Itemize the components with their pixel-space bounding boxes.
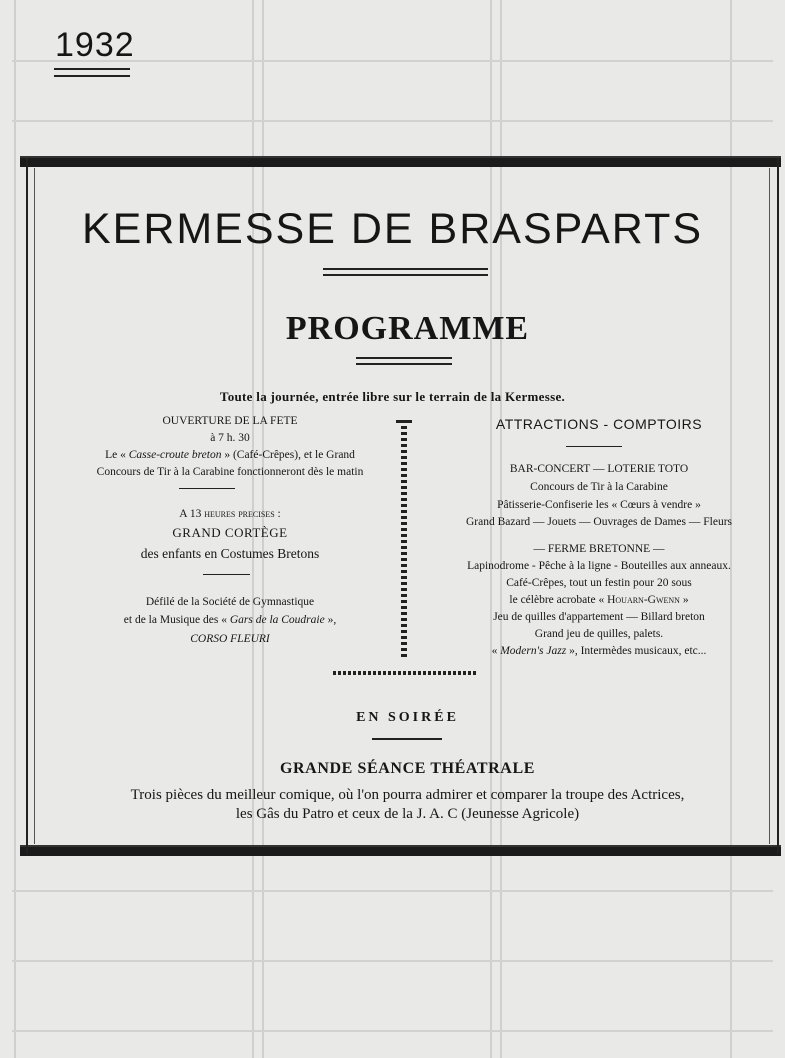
trois-pieces-line-1: Trois pièces du meilleur comique, où l'on pourra admirer et comparer la troupe des Actrices,	[130, 787, 685, 803]
center-divider	[401, 420, 407, 657]
jazz-b: Modern's Jazz	[500, 645, 567, 657]
attractions-heading: ATTRACTIONS - COMPTOIRS	[495, 416, 703, 432]
casse-c: » (Café-Crêpes), et le Grand	[224, 449, 355, 461]
trois-pieces-line-2: les Gâs du Patro et ceux de la J. A. C (Jeunesse Agricole)	[235, 806, 580, 822]
jazz-a: «	[491, 645, 498, 657]
ferme-heading: — FERME BRETONNE —	[533, 543, 665, 555]
year-underline-2	[54, 75, 130, 77]
seance-heading: GRANDE SÉANCE THÉATRALE	[279, 760, 536, 777]
intro-text: Toute la journée, entrée libre sur le terrain de la Kermesse.	[219, 389, 566, 404]
musique-a: et de la Musique des «	[123, 614, 227, 626]
defile-line: Défilé de la Société de Gymnastique	[145, 596, 315, 608]
enfants-line: des enfants en Costumes Bretons	[140, 546, 320, 561]
soiree-rule	[372, 738, 442, 740]
patisserie-line: Pâtisserie-Confiserie les « Cœurs à vendre »	[497, 499, 701, 511]
jazz-c: », Intermèdes musicaux, etc...	[569, 645, 707, 657]
tir-line: Concours de Tir à la Carabine	[530, 481, 668, 493]
cafe-crepes-line: Café-Crêpes, tout un festin pour 20 sous	[506, 577, 692, 589]
casse-croute-line	[60, 447, 400, 464]
ouverture-heading: OUVERTURE DE LA FETE	[162, 415, 298, 427]
musique-b: Gars de la Coudraie	[229, 614, 325, 626]
cortege-heading: GRAND CORTÈGE	[172, 525, 288, 540]
dotted-divider	[333, 671, 478, 675]
right-divider-1	[566, 446, 622, 447]
frame-right-border	[777, 158, 779, 853]
programme-heading: PROGRAMME	[285, 310, 530, 347]
frame-left-border	[26, 158, 28, 853]
heures-line: A 13 heures precises :	[179, 508, 281, 520]
corso-line: CORSO FLEURI	[190, 633, 270, 645]
frame-top-border	[20, 156, 781, 167]
year-label: 1932	[55, 26, 135, 64]
soiree-heading: EN SOIRÉE	[356, 710, 459, 725]
ouverture-time: à 7 h. 30	[210, 432, 250, 444]
frame-bottom-border	[20, 845, 781, 856]
bar-concert-line: BAR-CONCERT — LOTERIE TOTO	[509, 463, 689, 475]
programme-rule	[356, 357, 452, 359]
bazard-line: Grand Bazard — Jouets — Ouvrages de Dames — Fleurs	[465, 516, 733, 528]
quilles-line: Jeu de quilles d'appartement — Billard breton	[493, 611, 705, 623]
page-title: KERMESSE DE BRASPARTS	[81, 205, 704, 253]
acrobate-b: Houarn-Gwenn	[607, 594, 680, 606]
casse-a: Le «	[105, 449, 126, 461]
title-rule-2	[323, 274, 488, 276]
grand-jeu-line: Grand jeu de quilles, palets.	[534, 628, 664, 640]
programme-rule-2	[356, 363, 452, 365]
left-divider-1	[179, 488, 235, 489]
acrobate-line	[430, 592, 768, 609]
year-underline	[54, 68, 130, 70]
left-divider-2	[203, 574, 250, 575]
concours-line: Concours de Tir à la Carabine fonctionneront dès le matin	[96, 466, 364, 478]
frame-inner-right	[769, 168, 770, 844]
musique-c: »,	[327, 614, 337, 626]
frame-inner-left	[34, 168, 35, 844]
jazz-line	[430, 643, 768, 660]
acrobate-a: le célèbre acrobate «	[509, 594, 605, 606]
title-rule	[323, 268, 488, 270]
musique-line	[60, 612, 400, 629]
casse-b: Casse-croute breton	[128, 449, 222, 461]
acrobate-c: »	[682, 594, 689, 606]
lapinodrome-line: Lapinodrome - Pêche à la ligne - Bouteilles aux anneaux.	[467, 560, 731, 572]
